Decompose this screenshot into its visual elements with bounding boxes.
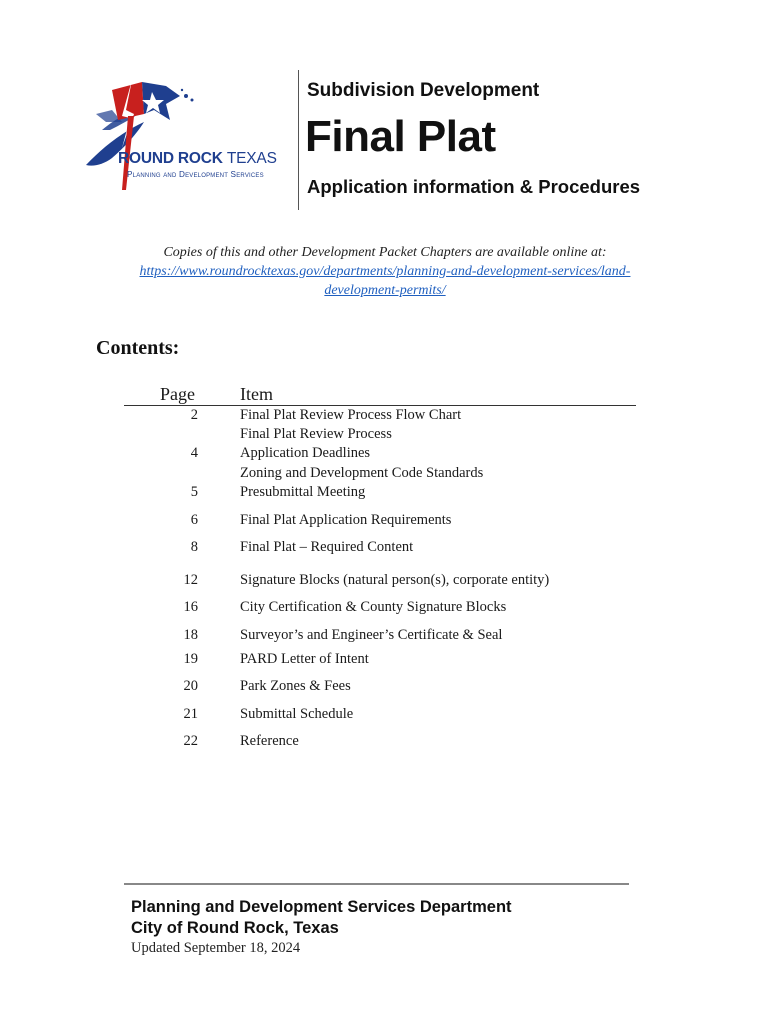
footer-city: City of Round Rock, Texas (131, 919, 339, 937)
footer-department (131, 897, 512, 939)
contents-heading: Contents: (96, 337, 180, 359)
contents-col-item: Item (240, 384, 273, 404)
round-rock-star-logo (82, 70, 292, 200)
development-permits-link[interactable]: https://www.roundrocktexas.gov/departments/planning-and-development-services/land- development-permits/ (139, 264, 631, 298)
availability-note (95, 243, 675, 300)
availability-text: Copies of this and other Development Packet Chapters are available online at: (163, 245, 607, 260)
footer-rule (124, 883, 629, 885)
contents-col-page: Page (160, 384, 195, 404)
document-description: Application information & Procedures (307, 176, 641, 197)
logo-tagline: Planning and Development Services (127, 170, 264, 179)
footer-department-name: Planning and Development Services Department (131, 898, 512, 916)
logo-name: ROUND ROCK TEXAS (118, 150, 277, 167)
document-title: Final Plat (305, 112, 496, 161)
header-divider (298, 70, 299, 210)
document-subtitle: Subdivision Development (307, 80, 540, 101)
footer-updated-date: Updated September 18, 2024 (131, 940, 301, 956)
